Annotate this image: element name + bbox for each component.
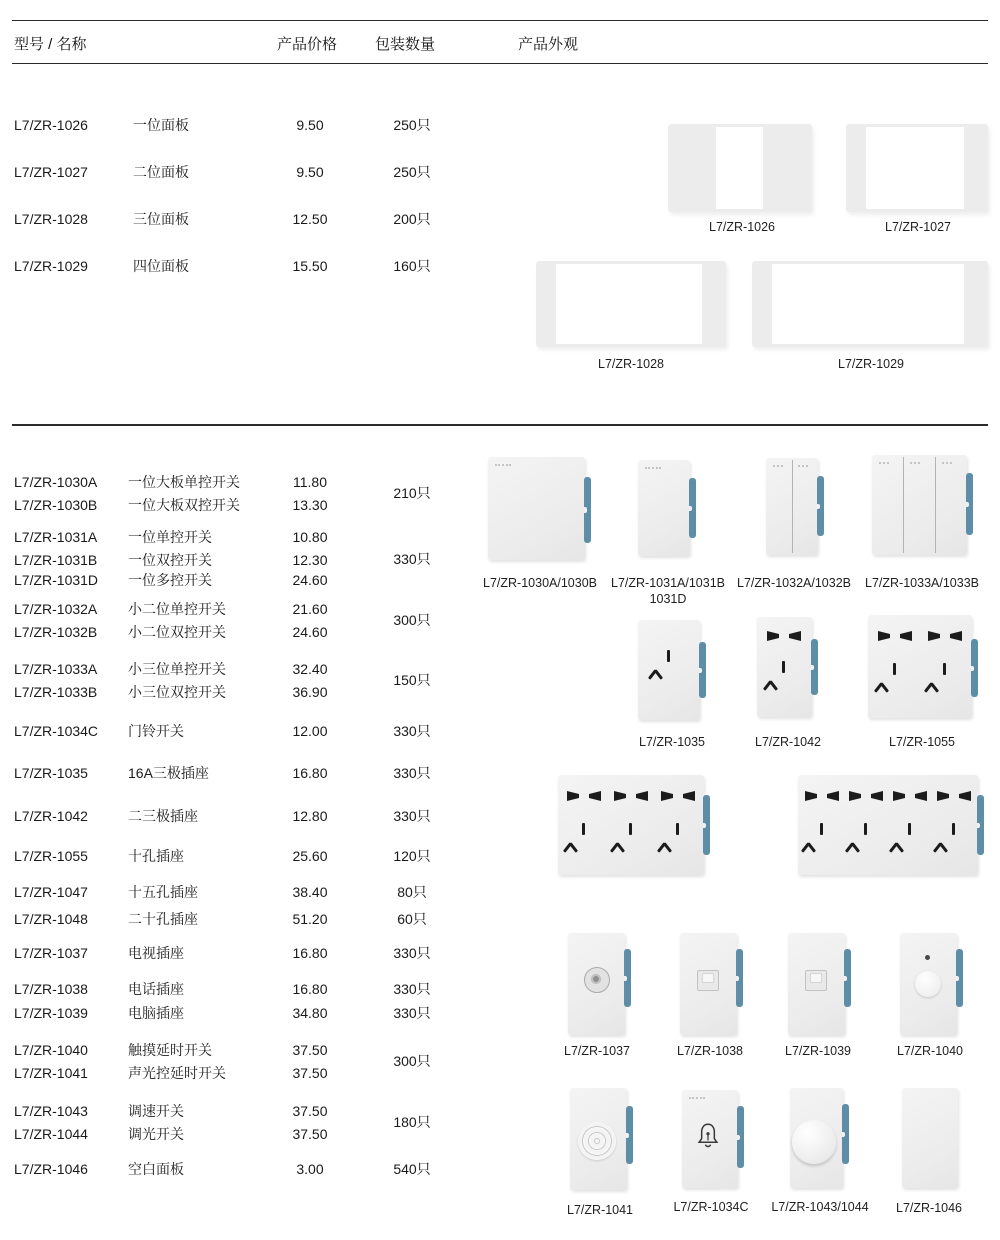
mounting-clip xyxy=(737,1106,744,1168)
product-model: L7/ZR-1038 xyxy=(14,981,88,997)
mounting-clip xyxy=(842,1104,849,1164)
image-caption: L7/ZR-1046 xyxy=(895,1201,963,1215)
product-model: L7/ZR-1033A xyxy=(14,661,98,677)
package-qty: 300只 xyxy=(393,612,431,628)
product-model: L7/ZR-1029 xyxy=(14,258,88,274)
product-model: L7/ZR-1033B xyxy=(14,684,98,700)
touch-button xyxy=(915,971,941,997)
table-row xyxy=(0,209,1000,229)
gang-divider xyxy=(792,460,793,553)
product-price: 16.80 xyxy=(292,945,328,961)
product-model: L7/ZR-1032A xyxy=(14,601,98,617)
image-caption: L7/ZR-1034C xyxy=(673,1200,749,1214)
brand-mark xyxy=(645,467,661,469)
three-pole-socket-holes xyxy=(848,823,884,857)
image-caption: L7/ZR-1027 xyxy=(884,220,952,234)
panel-window xyxy=(866,127,964,209)
product-name: 二位面板 xyxy=(133,164,189,180)
product-name: 电视插座 xyxy=(128,945,184,961)
package-qty: 330只 xyxy=(393,808,431,824)
table-row xyxy=(0,1159,1000,1179)
two-pole-socket-holes xyxy=(937,791,971,801)
three-pole-socket-holes xyxy=(613,823,649,857)
package-qty: 300只 xyxy=(393,1053,431,1069)
image-caption: L7/ZR-1041 xyxy=(566,1203,634,1217)
two-pole-socket-holes xyxy=(567,791,601,801)
product-model: L7/ZR-1031D xyxy=(14,572,99,588)
mounting-clip xyxy=(703,795,710,855)
product-name: 小三位单控开关 xyxy=(128,661,226,677)
product-image-1034c xyxy=(682,1090,738,1188)
product-model: L7/ZR-1041 xyxy=(14,1065,88,1081)
product-model: L7/ZR-1034C xyxy=(14,723,99,739)
product-price: 11.80 xyxy=(293,474,327,490)
indicator-led xyxy=(925,955,930,960)
product-model: L7/ZR-1043 xyxy=(14,1103,88,1119)
three-pole-socket-holes xyxy=(877,663,913,697)
brand-mark xyxy=(910,462,920,464)
product-model: L7/ZR-1027 xyxy=(14,164,88,180)
product-price: 12.00 xyxy=(292,723,328,739)
package-qty: 210只 xyxy=(393,485,431,501)
image-caption: L7/ZR-1043/1044 xyxy=(771,1200,869,1214)
header-bottom-rule xyxy=(12,63,988,64)
three-pole-socket-holes xyxy=(766,661,802,695)
product-name: 一位双控开关 xyxy=(128,552,212,568)
product-image-1033 xyxy=(872,455,967,555)
image-caption: L7/ZR-1038 xyxy=(676,1044,744,1058)
product-model: L7/ZR-1048 xyxy=(14,911,88,927)
product-name: 16A三极插座 xyxy=(128,765,209,781)
product-image-1047 xyxy=(558,775,704,875)
product-price: 32.40 xyxy=(292,661,328,677)
product-name: 一位面板 xyxy=(133,117,189,133)
product-model: L7/ZR-1031B xyxy=(14,552,98,568)
product-price: 24.60 xyxy=(292,572,328,588)
image-caption: L7/ZR-1039 xyxy=(784,1044,852,1058)
package-qty: 200只 xyxy=(393,211,431,227)
product-price: 16.80 xyxy=(292,765,328,781)
product-image-1032 xyxy=(766,458,818,555)
product-name: 电脑插座 xyxy=(128,1005,184,1021)
product-image-1039 xyxy=(788,933,845,1035)
product-image-1029 xyxy=(752,261,988,347)
package-qty: 80只 xyxy=(397,884,427,900)
product-price: 25.60 xyxy=(292,848,328,864)
product-image-1035 xyxy=(638,620,700,720)
mounting-clip xyxy=(689,478,696,538)
table-row xyxy=(0,721,1000,741)
two-pole-socket-holes xyxy=(805,791,839,801)
three-pole-socket-holes xyxy=(566,823,602,857)
three-pole-socket-holes xyxy=(927,663,963,697)
mounting-clip xyxy=(971,639,978,697)
table-row xyxy=(0,682,1000,702)
product-name: 小二位双控开关 xyxy=(128,624,226,640)
gang-divider xyxy=(903,457,904,553)
product-price: 13.30 xyxy=(292,497,328,513)
two-pole-socket-holes xyxy=(661,791,695,801)
package-qty: 330只 xyxy=(393,551,431,567)
product-price: 12.50 xyxy=(292,211,328,227)
mounting-clip xyxy=(817,476,824,536)
rj-jack xyxy=(805,970,827,991)
product-name: 一位大板双控开关 xyxy=(128,497,240,513)
product-image-1027 xyxy=(846,124,988,212)
package-qty: 330只 xyxy=(393,945,431,961)
product-image-1042 xyxy=(757,617,812,717)
product-image-1038 xyxy=(680,933,737,1035)
product-price: 9.50 xyxy=(296,164,324,180)
product-name: 四位面板 xyxy=(133,258,189,274)
product-image-1030 xyxy=(488,457,585,560)
image-caption: 1031D xyxy=(649,592,687,606)
product-name: 一位多控开关 xyxy=(128,572,212,588)
package-qty: 330只 xyxy=(393,765,431,781)
product-price: 37.50 xyxy=(292,1126,328,1142)
panel-window xyxy=(772,264,964,344)
product-name: 声光控延时开关 xyxy=(128,1065,226,1081)
product-name: 空白面板 xyxy=(128,1161,184,1177)
three-pole-socket-holes xyxy=(804,823,840,857)
table-row xyxy=(0,882,1000,902)
package-qty: 330只 xyxy=(393,981,431,997)
product-model: L7/ZR-1035 xyxy=(14,765,88,781)
image-caption: L7/ZR-1032A/1032B xyxy=(737,576,851,590)
bell-icon xyxy=(694,1122,722,1152)
product-price: 12.30 xyxy=(292,552,328,568)
image-caption: L7/ZR-1040 xyxy=(896,1044,964,1058)
two-pole-socket-holes xyxy=(849,791,883,801)
product-image-1041 xyxy=(570,1088,627,1190)
mounting-clip xyxy=(736,949,743,1007)
product-price: 38.40 xyxy=(292,884,328,900)
product-name: 小二位单控开关 xyxy=(128,601,226,617)
speaker-grille xyxy=(578,1122,616,1160)
package-qty: 330只 xyxy=(393,723,431,739)
section-divider xyxy=(12,424,988,426)
product-name: 触摸延时开关 xyxy=(128,1042,212,1058)
product-price: 10.80 xyxy=(292,529,328,545)
package-qty: 150只 xyxy=(393,672,431,688)
package-qty: 330只 xyxy=(393,1005,431,1021)
two-pole-socket-holes xyxy=(767,631,801,641)
product-model: L7/ZR-1030B xyxy=(14,497,98,513)
mounting-clip xyxy=(844,949,851,1007)
brand-mark xyxy=(798,465,808,467)
table-row xyxy=(0,1101,1000,1121)
product-image-1040 xyxy=(900,933,957,1035)
product-name: 三位面板 xyxy=(133,211,189,227)
product-image-1028 xyxy=(536,261,726,347)
product-model: L7/ZR-1055 xyxy=(14,848,88,864)
table-row xyxy=(0,1124,1000,1144)
table-row xyxy=(0,1063,1000,1083)
product-model: L7/ZR-1046 xyxy=(14,1161,88,1177)
image-caption: L7/ZR-1055 xyxy=(888,735,956,749)
column-header-qty: 包装数量 xyxy=(375,36,436,53)
product-model: L7/ZR-1042 xyxy=(14,808,88,824)
product-price: 51.20 xyxy=(292,911,328,927)
mounting-clip xyxy=(699,642,706,698)
two-pole-socket-holes xyxy=(614,791,648,801)
two-pole-socket-holes xyxy=(893,791,927,801)
gang-divider xyxy=(935,457,936,553)
product-image-1048 xyxy=(798,775,978,875)
image-caption: L7/ZR-1031A/1031B xyxy=(611,576,725,590)
mounting-clip xyxy=(584,477,591,543)
image-caption: L7/ZR-1028 xyxy=(597,357,665,371)
table-row xyxy=(0,622,1000,642)
product-name: 调光开关 xyxy=(128,1126,184,1142)
product-price: 15.50 xyxy=(292,258,328,274)
brand-mark xyxy=(689,1097,705,1099)
mounting-clip xyxy=(626,1106,633,1164)
product-model: L7/ZR-1026 xyxy=(14,117,88,133)
product-name: 十五孔插座 xyxy=(128,884,198,900)
product-price: 37.50 xyxy=(292,1103,328,1119)
product-model: L7/ZR-1032B xyxy=(14,624,98,640)
three-pole-socket-holes xyxy=(660,823,696,857)
mounting-clip xyxy=(966,473,973,535)
product-name: 门铃开关 xyxy=(128,723,184,739)
product-model: L7/ZR-1044 xyxy=(14,1126,88,1142)
table-row xyxy=(0,659,1000,679)
package-qty: 160只 xyxy=(393,258,431,274)
product-name: 小三位双控开关 xyxy=(128,684,226,700)
product-model: L7/ZR-1030A xyxy=(14,474,98,490)
coax-connector xyxy=(584,967,610,993)
product-price: 36.90 xyxy=(292,684,328,700)
product-model: L7/ZR-1039 xyxy=(14,1005,88,1021)
product-model: L7/ZR-1037 xyxy=(14,945,88,961)
product-image-1055 xyxy=(868,615,972,718)
brand-mark xyxy=(773,465,783,467)
product-price: 3.00 xyxy=(296,1161,324,1177)
image-caption: L7/ZR-1026 xyxy=(708,220,776,234)
column-header-appearance: 产品外观 xyxy=(518,36,579,53)
product-name: 二十孔插座 xyxy=(128,911,198,927)
product-name: 电话插座 xyxy=(128,981,184,997)
brand-mark xyxy=(495,464,511,466)
product-price: 37.50 xyxy=(292,1042,328,1058)
mounting-clip xyxy=(811,639,818,695)
panel-window xyxy=(716,127,763,209)
mounting-clip xyxy=(977,795,984,855)
brand-mark xyxy=(942,462,952,464)
image-caption: L7/ZR-1033A/1033B xyxy=(865,576,979,590)
image-caption: L7/ZR-1042 xyxy=(754,735,822,749)
image-caption: L7/ZR-1035 xyxy=(638,735,706,749)
package-qty: 250只 xyxy=(393,164,431,180)
two-pole-socket-holes xyxy=(928,631,962,641)
column-header-price: 产品价格 xyxy=(277,36,338,53)
product-model: L7/ZR-1028 xyxy=(14,211,88,227)
image-caption: L7/ZR-1030A/1030B xyxy=(483,576,597,590)
table-row xyxy=(0,599,1000,619)
product-name: 二三极插座 xyxy=(128,808,198,824)
product-image-1026 xyxy=(668,124,812,212)
product-name: 一位单控开关 xyxy=(128,529,212,545)
package-qty: 250只 xyxy=(393,117,431,133)
mounting-clip xyxy=(624,949,631,1007)
package-qty: 60只 xyxy=(397,911,427,927)
image-caption: L7/ZR-1029 xyxy=(837,357,905,371)
three-pole-socket-holes xyxy=(936,823,972,857)
product-image-1043 xyxy=(790,1088,843,1188)
package-qty: 120只 xyxy=(393,848,431,864)
panel-window xyxy=(556,264,702,344)
product-name: 调速开关 xyxy=(128,1103,184,1119)
table-row xyxy=(0,909,1000,929)
product-price: 9.50 xyxy=(296,117,324,133)
product-name: 十孔插座 xyxy=(128,848,184,864)
product-price: 21.60 xyxy=(292,601,328,617)
header-top-rule xyxy=(12,20,988,21)
package-qty: 540只 xyxy=(393,1161,431,1177)
product-price: 12.80 xyxy=(292,808,328,824)
three-pole-socket-holes xyxy=(651,650,687,684)
brand-mark xyxy=(879,462,889,464)
product-image-1037 xyxy=(568,933,625,1035)
product-price: 34.80 xyxy=(292,1005,328,1021)
package-qty: 180只 xyxy=(393,1114,431,1130)
two-pole-socket-holes xyxy=(878,631,912,641)
image-caption: L7/ZR-1037 xyxy=(563,1044,631,1058)
product-model: L7/ZR-1031A xyxy=(14,529,98,545)
product-model: L7/ZR-1047 xyxy=(14,884,88,900)
product-image-1046 xyxy=(902,1088,958,1188)
product-price: 24.60 xyxy=(292,624,328,640)
rotary-knob xyxy=(792,1120,836,1164)
product-model: L7/ZR-1040 xyxy=(14,1042,88,1058)
product-image-1031 xyxy=(638,460,690,556)
three-pole-socket-holes xyxy=(892,823,928,857)
column-header-model: 型号 / 名称 xyxy=(14,36,87,53)
product-name: 一位大板单控开关 xyxy=(128,474,240,490)
mounting-clip xyxy=(956,949,963,1007)
rj-jack xyxy=(697,970,719,991)
product-price: 37.50 xyxy=(292,1065,328,1081)
product-price: 16.80 xyxy=(292,981,328,997)
